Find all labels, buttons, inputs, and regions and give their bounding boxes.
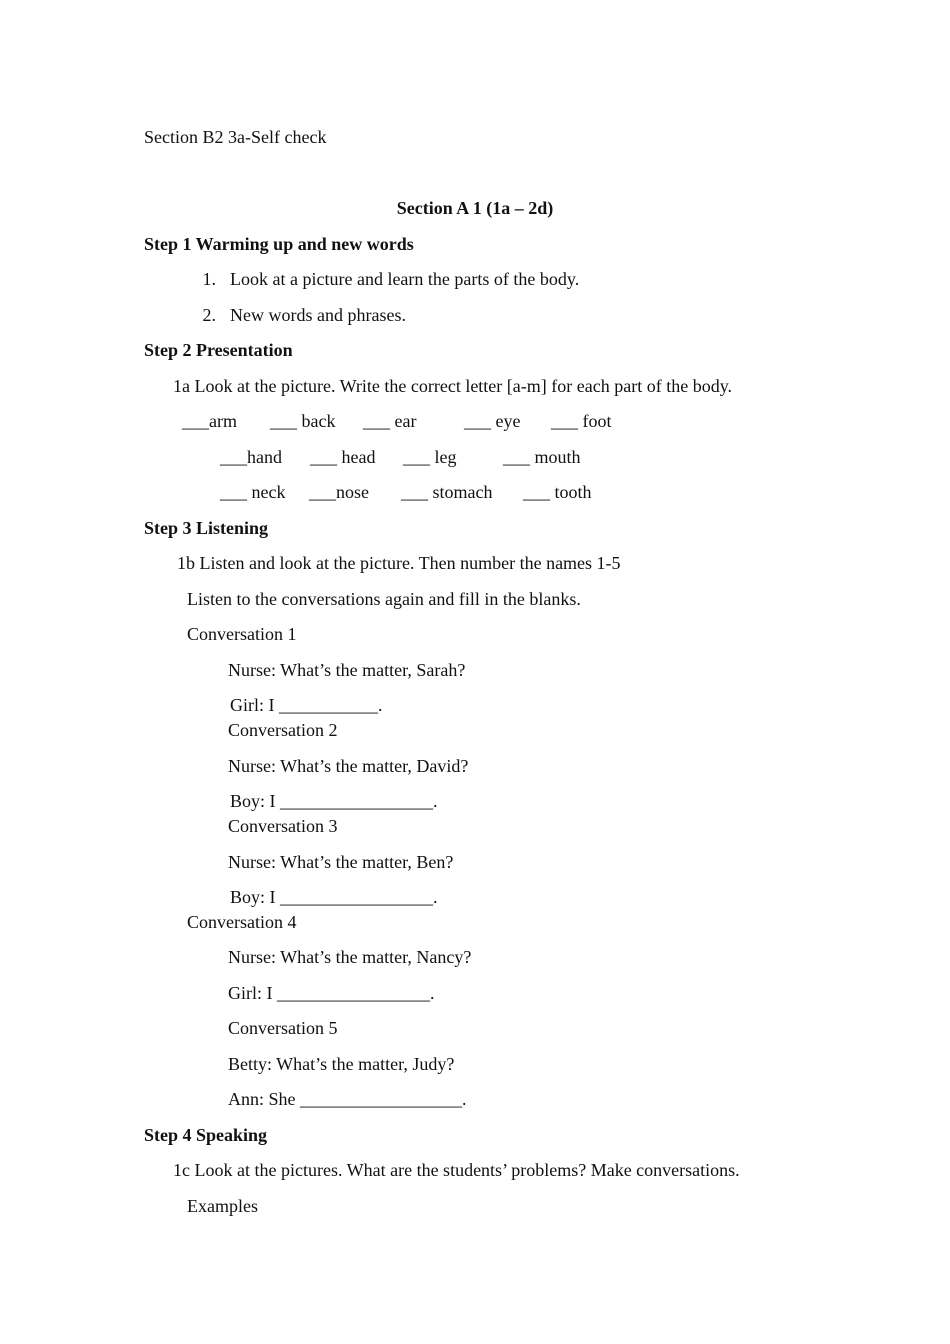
body-part-blank: ___ mouth (503, 447, 581, 467)
conversation-4-line-2: Girl: I _________________. (228, 983, 435, 1003)
step4-instruction: 1c Look at the pictures. What are the students’ problems? Make conversations. (173, 1160, 740, 1180)
body-part-blank: ___ leg (403, 447, 457, 467)
conversation-2-line-2: Boy: I _________________. (230, 791, 438, 811)
body-part-blank: ___ stomach (401, 482, 493, 502)
conversation-1-line-1: Nurse: What’s the matter, Sarah? (228, 660, 466, 680)
step3-instruction-2: Listen to the conversations again and fill in the blanks. (187, 589, 581, 609)
body-part-blank: ___nose (309, 482, 369, 502)
conversation-2-line-1: Nurse: What’s the matter, David? (228, 756, 469, 776)
list-number: 1. (202, 269, 216, 289)
step3-instruction: 1b Listen and look at the picture. Then number the names 1-5 (177, 553, 621, 573)
conversation-3-line-1: Nurse: What’s the matter, Ben? (228, 852, 454, 872)
step1-item-2 (186, 304, 406, 326)
body-part-blank: ___ foot (551, 411, 612, 431)
step2-title: Step 2 Presentation (144, 340, 293, 360)
page-header: Section B2 3a-Self check (144, 127, 327, 147)
conversation-4-line-1: Nurse: What’s the matter, Nancy? (228, 947, 472, 967)
list-text: New words and phrases. (230, 305, 406, 325)
conversation-1-title: Conversation 1 (187, 624, 297, 644)
examples-label: Examples (187, 1196, 258, 1216)
body-part-blank: ___hand (220, 447, 282, 467)
conversation-2-title: Conversation 2 (228, 720, 338, 740)
list-text: Look at a picture and learn the parts of the body. (230, 269, 580, 289)
conversation-3-title: Conversation 3 (228, 816, 338, 836)
body-part-blank: ___ neck (220, 482, 286, 502)
body-part-blank: ___ head (310, 447, 376, 467)
body-part-blank: ___ eye (464, 411, 521, 431)
section-title: Section A 1 (1a – 2d) (396, 198, 554, 218)
step4-title: Step 4 Speaking (144, 1125, 268, 1145)
conversation-3-line-2: Boy: I _________________. (230, 887, 438, 907)
step2-instruction: 1a Look at the picture. Write the correct letter [a-m] for each part of the body. (173, 376, 733, 396)
body-part-blank: ___ ear (363, 411, 417, 431)
conversation-4-title: Conversation 4 (187, 912, 297, 932)
conversation-5-line-2: Ann: She __________________. (228, 1089, 467, 1109)
conversation-1-line-2: Girl: I ___________. (230, 695, 383, 715)
body-part-blank: ___ back (270, 411, 336, 431)
conversation-5-title: Conversation 5 (228, 1018, 338, 1038)
step1-item-1 (186, 268, 579, 290)
conversation-5-line-1: Betty: What’s the matter, Judy? (228, 1054, 455, 1074)
step3-title: Step 3 Listening (144, 518, 269, 538)
body-part-blank: ___ tooth (523, 482, 592, 502)
body-part-blank: ___arm (182, 411, 237, 431)
step1-title: Step 1 Warming up and new words (144, 234, 414, 254)
list-number: 2. (202, 305, 216, 325)
